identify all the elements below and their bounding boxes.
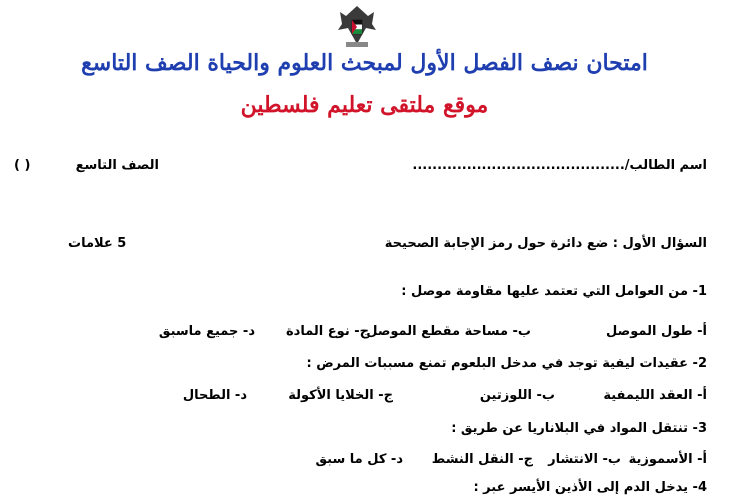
item-3-stem: 3- تنتقل المواد في البلاناريا عن طريق : bbox=[451, 421, 707, 436]
class-brackets: ( ) bbox=[14, 158, 31, 173]
site-subtitle: موقع ملتقى تعليم فلسطين bbox=[240, 92, 489, 118]
item-3-option-d: د- كل ما سبق bbox=[315, 452, 403, 467]
item-1-option-c: ج- نوع المادة bbox=[285, 324, 369, 339]
exam-title: امتحان نصف الفصل الأول لمبحث العلوم والحياة الصف التاسع bbox=[81, 50, 648, 76]
item-3-option-a: أ- الأسموزية bbox=[628, 452, 707, 467]
item-3-option-b: ب- الانتشار bbox=[548, 452, 621, 467]
item-1-stem: 1- من العوامل التي تعتمد عليها مقاومة موصل : bbox=[401, 284, 707, 299]
palestine-emblem-icon bbox=[332, 0, 382, 50]
item-2-option-d: د- الطحال bbox=[182, 388, 247, 403]
item-2-option-a: أ- العقد الليمفية bbox=[603, 388, 707, 403]
item-2-option-b: ب- اللوزتين bbox=[479, 388, 555, 403]
item-1-option-a: أ- طول الموصل bbox=[606, 324, 707, 339]
item-1-option-d: د- جميع ماسبق bbox=[158, 324, 255, 339]
class-label: الصف التاسع bbox=[75, 158, 159, 173]
item-2-stem: 2- عقيدات ليفية توجد في مدخل البلعوم تمنع مسببات المرض : bbox=[306, 356, 707, 371]
item-2-option-c: ج- الخلايا الأكولة bbox=[288, 388, 393, 403]
item-1-option-b: ب- مساحة مقطع الموصل bbox=[366, 324, 531, 339]
item-4-stem: 4- يدخل الدم إلى الأذين الأيسر عبر : bbox=[473, 480, 707, 495]
question-1-title: السؤال الأول : ضع دائرة حول رمز الإجابة الصحيحة bbox=[384, 236, 707, 251]
question-1-marks: 5 علامات bbox=[68, 236, 127, 251]
student-name-label: اسم الطالب/........................................... bbox=[412, 158, 707, 173]
item-3-option-c: ج- النقل النشط bbox=[431, 452, 533, 467]
